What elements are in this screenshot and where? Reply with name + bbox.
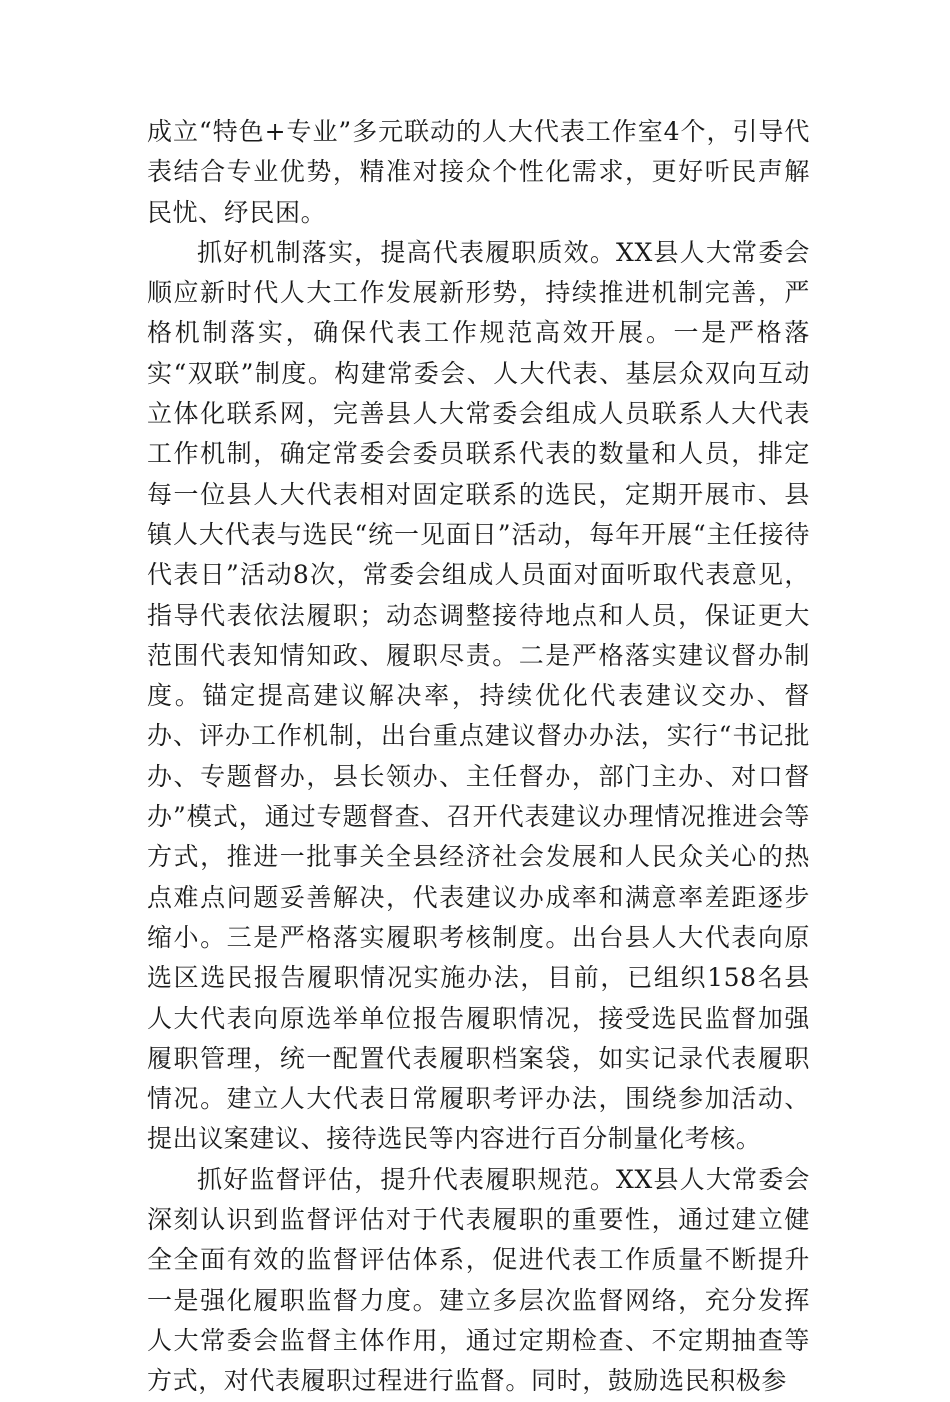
- paragraph-supervision-evaluation: 抓好监督评估，提升代表履职规范。XX县人大常委会深刻认识到监督评估对于代表履职的重要性，通过建立健全全面有效的监督评估体系，促进代表工作质量不断提升一是强化履职监督力度。建立多层次监督网络，充分发挥人大常委会监督主体作用，通过定期检查、不定期抽查等方式，对代表履职过程进行监督。同时，鼓励选民积极参: [147, 1164, 810, 1396]
- document-body: [147, 112, 810, 1402]
- paragraph-intro-continuation: 成立“特色+专业”多元联动的人大代表工作室4个，引导代表结合专业优势，精准对接众个性化需求，更好听民声解民忧、纾民困。: [147, 117, 810, 227]
- paragraph-mechanism-implementation: 抓好机制落实，提高代表履职质效。XX县人大常委会顺应新时代人大工作发展新形势，持续推进机制完善，严格机制落实，确保代表工作规范高效开展。一是严格落实“双联”制度。构建常委会、人大代表、基层众双向互动立体化联系网，完善县人大常委会组成人员联系人大代表工作机制，确定常委会委员联系代表的数量和人员，排定每一位县人大代表相对固定联系的选民，定期开展市、县镇人大代表与选民“统一见面日”活动，每年开展“主任接待代表日”活动8次，常委会组成人员面对面听取代表意见，指导代表依法履职；动态调整接待地点和人员，保证更大范围代表知情知政、履职尽责。二是严格落实建议督办制度。锚定提高建议解决率，持续优化代表建议交办、督办、评办工作机制，出台重点建议督办办法，实行“书记批办、专题督办，县长领办、主任督办，部门主办、对口督办”模式，通过专题督查、召开代表建议办理情况推进会等方式，推进一批事关全县经济社会发展和人民众关心的热点难点问题妥善解决，代表建议办成率和满意率差距逐步缩小。三是严格落实履职考核制度。出台县人大代表向原选区选民报告履职情况实施办法，目前，已组织158名县人大代表向原选举单位报告履职情况，接受选民监督加强履职管理，统一配置代表履职档案袋，如实记录代表履职情况。建立人大代表日常履职考评办法，围绕参加活动、提出议案建议、接待选民等内容进行百分制量化考核。: [147, 237, 810, 1154]
